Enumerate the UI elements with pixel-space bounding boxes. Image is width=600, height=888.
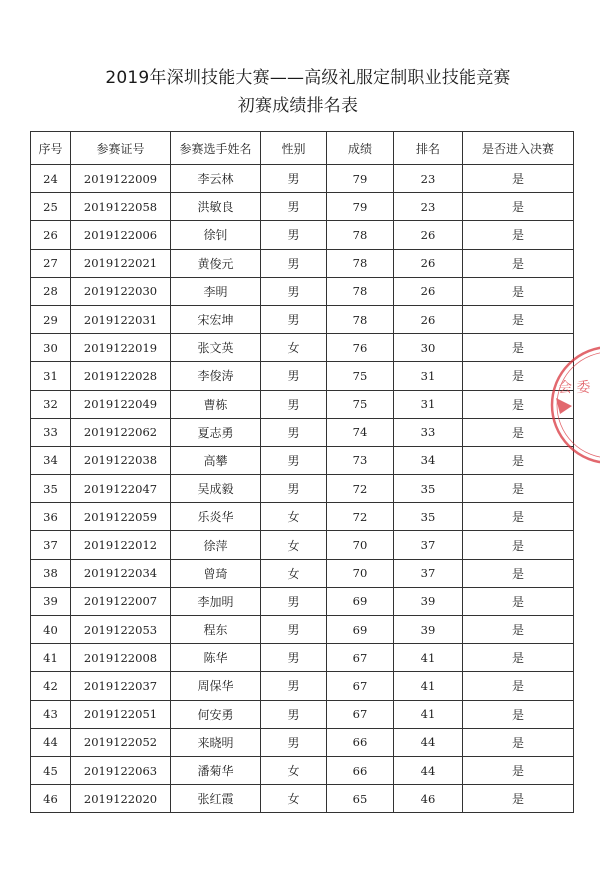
cell-gender: 男	[261, 362, 327, 390]
cell-gender: 女	[261, 756, 327, 784]
cell-name: 徐萍	[171, 531, 261, 559]
table-row	[31, 165, 574, 193]
cell-entry-id: 2019122031	[71, 305, 171, 333]
cell-rank: 31	[394, 362, 463, 390]
cell-score: 70	[327, 559, 394, 587]
cell-rank: 23	[394, 165, 463, 193]
cell-gender: 男	[261, 475, 327, 503]
cell-entry-id: 2019122052	[71, 728, 171, 756]
cell-rank: 39	[394, 616, 463, 644]
cell-score: 79	[327, 193, 394, 221]
cell-finals: 是	[463, 277, 574, 305]
cell-seq: 27	[31, 249, 71, 277]
cell-name: 曾琦	[171, 559, 261, 587]
cell-score: 69	[327, 587, 394, 615]
cell-seq: 41	[31, 644, 71, 672]
cell-score: 79	[327, 165, 394, 193]
cell-entry-id: 2019122030	[71, 277, 171, 305]
table-row	[31, 249, 574, 277]
cell-entry-id: 2019122062	[71, 418, 171, 446]
cell-finals: 是	[463, 756, 574, 784]
cell-gender: 男	[261, 418, 327, 446]
cell-name: 洪敏良	[171, 193, 261, 221]
table-row	[31, 700, 574, 728]
cell-name: 李俊涛	[171, 362, 261, 390]
cell-name: 宋宏坤	[171, 305, 261, 333]
cell-seq: 25	[31, 193, 71, 221]
cell-entry-id: 2019122012	[71, 531, 171, 559]
cell-rank: 41	[394, 672, 463, 700]
cell-gender: 男	[261, 193, 327, 221]
cell-rank: 44	[394, 756, 463, 784]
cell-seq: 24	[31, 165, 71, 193]
cell-gender: 女	[261, 503, 327, 531]
table-row	[31, 193, 574, 221]
ranking-table	[30, 131, 574, 813]
column-header-score: 成绩	[327, 132, 394, 165]
column-header-rank: 排名	[394, 132, 463, 165]
cell-name: 张文英	[171, 334, 261, 362]
cell-rank: 26	[394, 221, 463, 249]
cell-seq: 33	[31, 418, 71, 446]
cell-rank: 41	[394, 644, 463, 672]
cell-entry-id: 2019122008	[71, 644, 171, 672]
cell-finals: 是	[463, 193, 574, 221]
cell-score: 72	[327, 475, 394, 503]
cell-finals: 是	[463, 249, 574, 277]
cell-score: 67	[327, 672, 394, 700]
cell-seq: 46	[31, 785, 71, 813]
cell-name: 张红霞	[171, 785, 261, 813]
cell-score: 66	[327, 728, 394, 756]
table-row	[31, 785, 574, 813]
cell-finals: 是	[463, 418, 574, 446]
cell-rank: 39	[394, 587, 463, 615]
cell-gender: 男	[261, 221, 327, 249]
cell-entry-id: 2019122009	[71, 165, 171, 193]
cell-score: 75	[327, 390, 394, 418]
column-header-entry-id: 参赛证号	[71, 132, 171, 165]
cell-entry-id: 2019122058	[71, 193, 171, 221]
cell-rank: 44	[394, 728, 463, 756]
table-row	[31, 418, 574, 446]
cell-finals: 是	[463, 700, 574, 728]
table-row	[31, 672, 574, 700]
cell-entry-id: 2019122020	[71, 785, 171, 813]
table-row	[31, 531, 574, 559]
cell-name: 来晓明	[171, 728, 261, 756]
table-row	[31, 587, 574, 615]
cell-name: 曹栋	[171, 390, 261, 418]
cell-name: 高攀	[171, 446, 261, 474]
cell-rank: 34	[394, 446, 463, 474]
table-row	[31, 221, 574, 249]
cell-finals: 是	[463, 362, 574, 390]
cell-rank: 23	[394, 193, 463, 221]
cell-seq: 37	[31, 531, 71, 559]
cell-entry-id: 2019122037	[71, 672, 171, 700]
cell-seq: 31	[31, 362, 71, 390]
cell-finals: 是	[463, 728, 574, 756]
cell-finals: 是	[463, 531, 574, 559]
cell-rank: 26	[394, 277, 463, 305]
cell-gender: 男	[261, 277, 327, 305]
column-header-gender: 性别	[261, 132, 327, 165]
cell-rank: 35	[394, 503, 463, 531]
cell-entry-id: 2019122019	[71, 334, 171, 362]
cell-gender: 男	[261, 249, 327, 277]
cell-rank: 33	[394, 418, 463, 446]
cell-finals: 是	[463, 475, 574, 503]
table-row	[31, 390, 574, 418]
cell-rank: 30	[394, 334, 463, 362]
table-row	[31, 305, 574, 333]
cell-entry-id: 2019122063	[71, 756, 171, 784]
cell-finals: 是	[463, 165, 574, 193]
cell-entry-id: 2019122047	[71, 475, 171, 503]
cell-rank: 41	[394, 700, 463, 728]
cell-seq: 26	[31, 221, 71, 249]
cell-name: 夏志勇	[171, 418, 261, 446]
cell-seq: 39	[31, 587, 71, 615]
cell-seq: 29	[31, 305, 71, 333]
cell-entry-id: 2019122021	[71, 249, 171, 277]
cell-gender: 女	[261, 785, 327, 813]
cell-rank: 46	[394, 785, 463, 813]
cell-finals: 是	[463, 305, 574, 333]
cell-finals: 是	[463, 503, 574, 531]
cell-gender: 男	[261, 672, 327, 700]
table-row	[31, 362, 574, 390]
cell-rank: 37	[394, 559, 463, 587]
table-row	[31, 616, 574, 644]
cell-rank: 26	[394, 305, 463, 333]
cell-entry-id: 2019122028	[71, 362, 171, 390]
cell-gender: 男	[261, 390, 327, 418]
cell-seq: 44	[31, 728, 71, 756]
cell-gender: 男	[261, 587, 327, 615]
cell-score: 69	[327, 616, 394, 644]
cell-score: 78	[327, 221, 394, 249]
cell-seq: 42	[31, 672, 71, 700]
cell-score: 70	[327, 531, 394, 559]
cell-seq: 38	[31, 559, 71, 587]
document-subtitle: 初赛成绩排名表	[237, 96, 359, 116]
cell-name: 何安勇	[171, 700, 261, 728]
cell-finals: 是	[463, 644, 574, 672]
document-title: 2019年深圳技能大赛——高级礼服定制职业技能竞赛	[105, 68, 511, 88]
cell-entry-id: 2019122038	[71, 446, 171, 474]
table-row	[31, 334, 574, 362]
cell-finals: 是	[463, 616, 574, 644]
cell-name: 李云林	[171, 165, 261, 193]
cell-score: 76	[327, 334, 394, 362]
cell-name: 潘菊华	[171, 756, 261, 784]
cell-seq: 32	[31, 390, 71, 418]
cell-gender: 男	[261, 700, 327, 728]
cell-name: 陈华	[171, 644, 261, 672]
cell-gender: 男	[261, 446, 327, 474]
table-row	[31, 559, 574, 587]
cell-entry-id: 2019122049	[71, 390, 171, 418]
column-header-name: 参赛选手姓名	[171, 132, 261, 165]
cell-gender: 女	[261, 559, 327, 587]
table-row	[31, 503, 574, 531]
cell-score: 75	[327, 362, 394, 390]
cell-seq: 45	[31, 756, 71, 784]
cell-entry-id: 2019122007	[71, 587, 171, 615]
cell-entry-id: 2019122006	[71, 221, 171, 249]
cell-score: 67	[327, 644, 394, 672]
cell-gender: 男	[261, 728, 327, 756]
column-header-finals: 是否进入决赛	[463, 132, 574, 165]
cell-name: 程东	[171, 616, 261, 644]
column-header-seq: 序号	[31, 132, 71, 165]
cell-score: 78	[327, 305, 394, 333]
cell-gender: 女	[261, 531, 327, 559]
cell-rank: 31	[394, 390, 463, 418]
cell-finals: 是	[463, 334, 574, 362]
cell-name: 周保华	[171, 672, 261, 700]
cell-gender: 男	[261, 305, 327, 333]
cell-score: 78	[327, 249, 394, 277]
cell-name: 黄俊元	[171, 249, 261, 277]
cell-gender: 男	[261, 165, 327, 193]
cell-entry-id: 2019122053	[71, 616, 171, 644]
cell-rank: 35	[394, 475, 463, 503]
cell-finals: 是	[463, 559, 574, 587]
cell-rank: 37	[394, 531, 463, 559]
cell-name: 李加明	[171, 587, 261, 615]
table-row	[31, 644, 574, 672]
cell-score: 74	[327, 418, 394, 446]
cell-name: 李明	[171, 277, 261, 305]
cell-score: 67	[327, 700, 394, 728]
table-body	[31, 165, 574, 813]
cell-finals: 是	[463, 672, 574, 700]
cell-seq: 40	[31, 616, 71, 644]
cell-name: 徐钊	[171, 221, 261, 249]
table-row	[31, 475, 574, 503]
table-row	[31, 728, 574, 756]
cell-finals: 是	[463, 390, 574, 418]
cell-seq: 34	[31, 446, 71, 474]
cell-name: 吴成毅	[171, 475, 261, 503]
table-header-row	[31, 132, 574, 165]
cell-score: 78	[327, 277, 394, 305]
cell-gender: 男	[261, 616, 327, 644]
cell-rank: 26	[394, 249, 463, 277]
seal-text: 会 委	[558, 380, 591, 396]
cell-seq: 35	[31, 475, 71, 503]
cell-entry-id: 2019122034	[71, 559, 171, 587]
cell-finals: 是	[463, 446, 574, 474]
cell-finals: 是	[463, 785, 574, 813]
cell-seq: 30	[31, 334, 71, 362]
cell-finals: 是	[463, 587, 574, 615]
cell-score: 72	[327, 503, 394, 531]
cell-score: 73	[327, 446, 394, 474]
cell-entry-id: 2019122051	[71, 700, 171, 728]
cell-seq: 36	[31, 503, 71, 531]
table-row	[31, 446, 574, 474]
cell-score: 65	[327, 785, 394, 813]
cell-name: 乐炎华	[171, 503, 261, 531]
cell-score: 66	[327, 756, 394, 784]
cell-seq: 28	[31, 277, 71, 305]
cell-gender: 男	[261, 644, 327, 672]
table-row	[31, 277, 574, 305]
cell-gender: 女	[261, 334, 327, 362]
cell-finals: 是	[463, 221, 574, 249]
table-row	[31, 756, 574, 784]
cell-seq: 43	[31, 700, 71, 728]
cell-entry-id: 2019122059	[71, 503, 171, 531]
